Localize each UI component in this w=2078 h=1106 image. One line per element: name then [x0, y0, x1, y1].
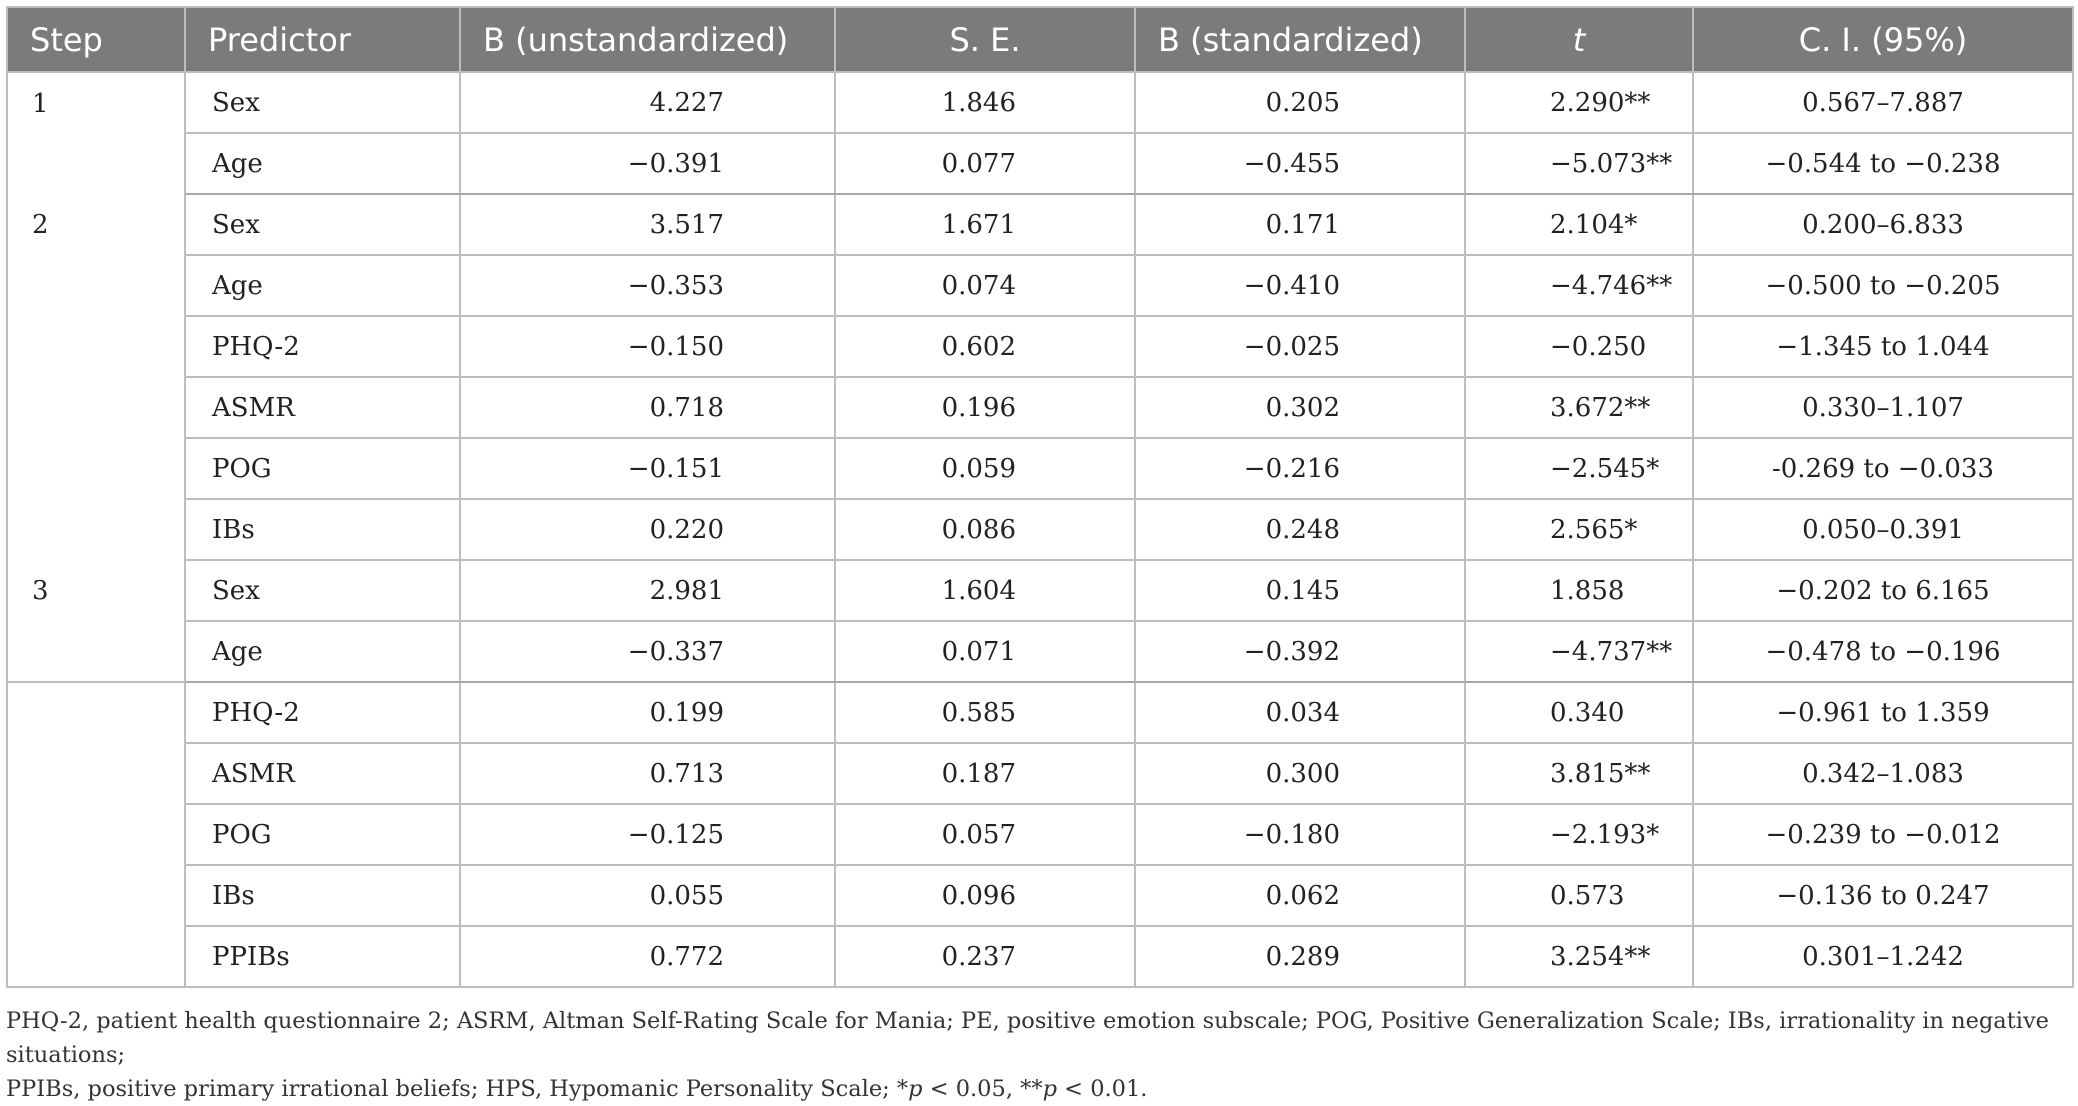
table-row [7, 255, 2073, 316]
regression-table-container [6, 6, 2072, 988]
beta-cell: −0.025 [1135, 316, 1465, 377]
predictor-cell: PPIBs [185, 926, 460, 987]
step-cell [7, 682, 185, 987]
se-cell: 1.846 [835, 72, 1135, 133]
ci-cell: −0.544 to −0.238 [1693, 133, 2073, 194]
se-cell: 1.604 [835, 560, 1135, 621]
b-cell: −0.150 [460, 316, 835, 377]
se-cell: 0.585 [835, 682, 1135, 743]
beta-cell: −0.455 [1135, 133, 1465, 194]
b-cell: −0.391 [460, 133, 835, 194]
beta-cell: −0.410 [1135, 255, 1465, 316]
predictor-cell: PHQ-2 [185, 682, 460, 743]
table-row [7, 804, 2073, 865]
b-cell: 3.517 [460, 194, 835, 255]
ci-cell: −0.239 to −0.012 [1693, 804, 2073, 865]
se-cell: 0.187 [835, 743, 1135, 804]
ci-cell: −0.136 to 0.247 [1693, 865, 2073, 926]
t-cell: 0.340 [1465, 682, 1693, 743]
ci-cell: 0.301–1.242 [1693, 926, 2073, 987]
predictor-cell: PHQ-2 [185, 316, 460, 377]
b-cell: −0.337 [460, 621, 835, 682]
b-cell: 0.220 [460, 499, 835, 560]
t-cell: 1.858 [1465, 560, 1693, 621]
t-cell: −0.250 [1465, 316, 1693, 377]
ci-cell: 0.200–6.833 [1693, 194, 2073, 255]
beta-cell: −0.392 [1135, 621, 1465, 682]
se-cell: 0.071 [835, 621, 1135, 682]
predictor-cell: ASMR [185, 377, 460, 438]
beta-cell: 0.248 [1135, 499, 1465, 560]
footnote-abbrev-text: PPIBs, positive primary irrational beliefs; HPS, Hypomanic Personality Scale; * [6, 1076, 909, 1102]
beta-cell: 0.300 [1135, 743, 1465, 804]
predictor-cell: POG [185, 438, 460, 499]
step-cell: 1 [7, 72, 185, 194]
se-cell: 0.237 [835, 926, 1135, 987]
beta-cell: −0.216 [1135, 438, 1465, 499]
predictor-cell: Sex [185, 194, 460, 255]
table-row [7, 316, 2073, 377]
beta-cell: 0.205 [1135, 72, 1465, 133]
t-cell: −5.073** [1465, 133, 1693, 194]
b-cell: 0.772 [460, 926, 835, 987]
se-cell: 0.077 [835, 133, 1135, 194]
predictor-cell: Sex [185, 560, 460, 621]
beta-cell: 0.062 [1135, 865, 1465, 926]
t-cell: 3.672** [1465, 377, 1693, 438]
regression-table [6, 6, 2074, 988]
t-cell: −2.193* [1465, 804, 1693, 865]
header-ci: C. I. (95%) [1693, 7, 2073, 72]
b-cell: −0.151 [460, 438, 835, 499]
ci-cell: -0.269 to −0.033 [1693, 438, 2073, 499]
b-cell: −0.353 [460, 255, 835, 316]
t-cell: 2.104* [1465, 194, 1693, 255]
header-t: t [1465, 7, 1693, 72]
se-cell: 0.096 [835, 865, 1135, 926]
predictor-cell: Age [185, 255, 460, 316]
table-row [7, 133, 2073, 194]
table-row [7, 560, 2073, 621]
ci-cell: −0.961 to 1.359 [1693, 682, 2073, 743]
se-cell: 0.074 [835, 255, 1135, 316]
header-predictor: Predictor [185, 7, 460, 72]
table-row [7, 72, 2073, 133]
table-row [7, 743, 2073, 804]
table-row [7, 194, 2073, 255]
t-cell: 3.254** [1465, 926, 1693, 987]
predictor-cell: POG [185, 804, 460, 865]
t-cell: −4.746** [1465, 255, 1693, 316]
b-cell: −0.125 [460, 804, 835, 865]
b-cell: 0.199 [460, 682, 835, 743]
ci-cell: −0.478 to −0.196 [1693, 621, 2073, 682]
b-cell: 0.055 [460, 865, 835, 926]
table-footnote [6, 1004, 2072, 1106]
p-symbol: p [1042, 1076, 1058, 1102]
ci-cell: 0.342–1.083 [1693, 743, 2073, 804]
header-se: S. E. [835, 7, 1135, 72]
ci-cell: −0.500 to −0.205 [1693, 255, 2073, 316]
se-cell: 1.671 [835, 194, 1135, 255]
predictor-cell: Sex [185, 72, 460, 133]
b-cell: 0.718 [460, 377, 835, 438]
t-cell: 2.565* [1465, 499, 1693, 560]
beta-cell: 0.171 [1135, 194, 1465, 255]
b-cell: 2.981 [460, 560, 835, 621]
table-row [7, 621, 2073, 682]
p-threshold-1: < 0.05, ** [922, 1076, 1043, 1102]
ci-cell: 0.050–0.391 [1693, 499, 2073, 560]
b-cell: 0.713 [460, 743, 835, 804]
t-cell: −4.737** [1465, 621, 1693, 682]
header-step: Step [7, 7, 185, 72]
header-b-standardized: B (standardized) [1135, 7, 1465, 72]
predictor-cell: IBs [185, 865, 460, 926]
p-symbol: p [908, 1076, 923, 1102]
table-row [7, 499, 2073, 560]
ci-cell: 0.330–1.107 [1693, 377, 2073, 438]
p-threshold-2: < 0.01. [1057, 1076, 1148, 1102]
table-row [7, 682, 2073, 743]
se-cell: 0.086 [835, 499, 1135, 560]
t-cell: −2.545* [1465, 438, 1693, 499]
footnote-line-1: PHQ-2, patient health questionnaire 2; ASRM, Altman Self-Rating Scale for Mania; PE, positive emotion subscale; POG, Positive Generalization Scale; IBs, irrationality in negative situations; [6, 1008, 2049, 1068]
ci-cell: −1.345 to 1.044 [1693, 316, 2073, 377]
ci-cell: −0.202 to 6.165 [1693, 560, 2073, 621]
beta-cell: 0.302 [1135, 377, 1465, 438]
header-b-unstandardized: B (unstandardized) [460, 7, 835, 72]
se-cell: 0.057 [835, 804, 1135, 865]
predictor-cell: IBs [185, 499, 460, 560]
t-cell: 2.290** [1465, 72, 1693, 133]
predictor-cell: Age [185, 133, 460, 194]
b-cell: 4.227 [460, 72, 835, 133]
beta-cell: 0.034 [1135, 682, 1465, 743]
step-cell: 3 [7, 560, 185, 682]
step-cell: 2 [7, 194, 185, 560]
ci-cell: 0.567–7.887 [1693, 72, 2073, 133]
predictor-cell: ASMR [185, 743, 460, 804]
beta-cell: 0.145 [1135, 560, 1465, 621]
beta-cell: −0.180 [1135, 804, 1465, 865]
t-cell: 0.573 [1465, 865, 1693, 926]
se-cell: 0.196 [835, 377, 1135, 438]
table-row [7, 865, 2073, 926]
beta-cell: 0.289 [1135, 926, 1465, 987]
footnote-line-2 [6, 1072, 2072, 1106]
se-cell: 0.059 [835, 438, 1135, 499]
table-header-row [7, 7, 2073, 72]
se-cell: 0.602 [835, 316, 1135, 377]
table-row [7, 926, 2073, 987]
table-row [7, 377, 2073, 438]
table-row [7, 438, 2073, 499]
t-cell: 3.815** [1465, 743, 1693, 804]
predictor-cell: Age [185, 621, 460, 682]
